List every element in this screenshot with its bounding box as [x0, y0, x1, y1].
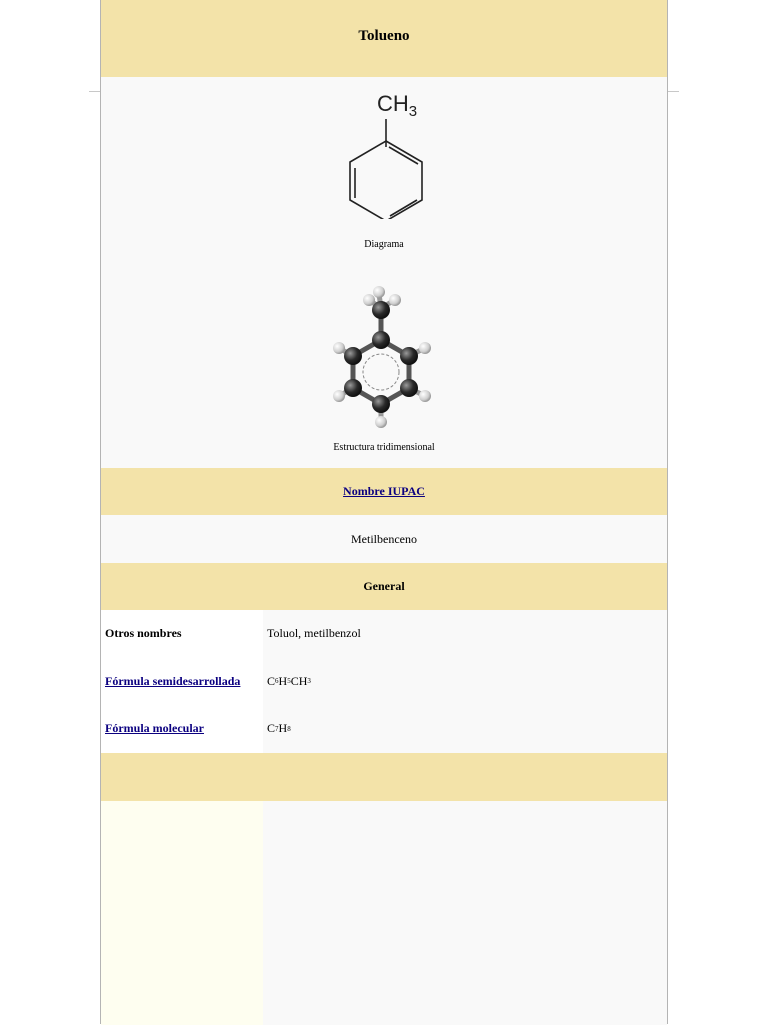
empty-value-column	[263, 801, 667, 1025]
formula-element: H	[278, 721, 288, 736]
semi-structural-formula-label-cell	[101, 658, 263, 706]
diagram-caption: Diagrama	[364, 239, 404, 250]
methyl-group-subscript: 3	[408, 103, 418, 120]
methyl-group-label	[377, 91, 417, 120]
empty-section-header	[101, 753, 667, 801]
table-row	[101, 610, 667, 658]
semi-structural-formula-link[interactable]: Fórmula semidesarrollada	[105, 673, 241, 688]
other-names-value: Toluol, metilbenzol	[263, 610, 667, 658]
toluene-ball-and-stick-model	[329, 282, 439, 432]
infobox-images	[101, 77, 667, 468]
empty-rows-area	[101, 801, 667, 1025]
iupac-header	[101, 468, 667, 515]
formula-element: CH	[290, 673, 308, 688]
table-row	[101, 705, 667, 753]
empty-label-column	[101, 801, 263, 1025]
formula-element: C	[267, 673, 276, 688]
formula-element: H	[278, 673, 288, 688]
iupac-name-link[interactable]: Nombre IUPAC	[343, 484, 425, 498]
formula-element: C	[267, 721, 276, 736]
table-row	[101, 658, 667, 706]
methyl-group-text: CH	[377, 91, 409, 116]
iupac-name-value: Metilbenceno	[101, 515, 667, 563]
infobox-title: Tolueno	[101, 0, 667, 77]
molecular-formula-value: C 7 H 8	[263, 705, 667, 753]
other-names-label: Otros nombres	[101, 610, 263, 658]
page-rule-right	[667, 91, 679, 92]
general-header: General	[101, 563, 667, 610]
general-rows	[101, 610, 667, 753]
molecular-formula-label-cell	[101, 705, 263, 753]
molecular-formula-link[interactable]: Fórmula molecular	[105, 721, 204, 736]
semi-structural-formula-value: C 6 H 5 CH 3	[263, 658, 667, 706]
chemical-infobox	[100, 0, 668, 1024]
ball-and-stick-caption: Estructura tridimensional	[333, 442, 435, 453]
toluene-skeletal-diagram	[341, 89, 431, 219]
